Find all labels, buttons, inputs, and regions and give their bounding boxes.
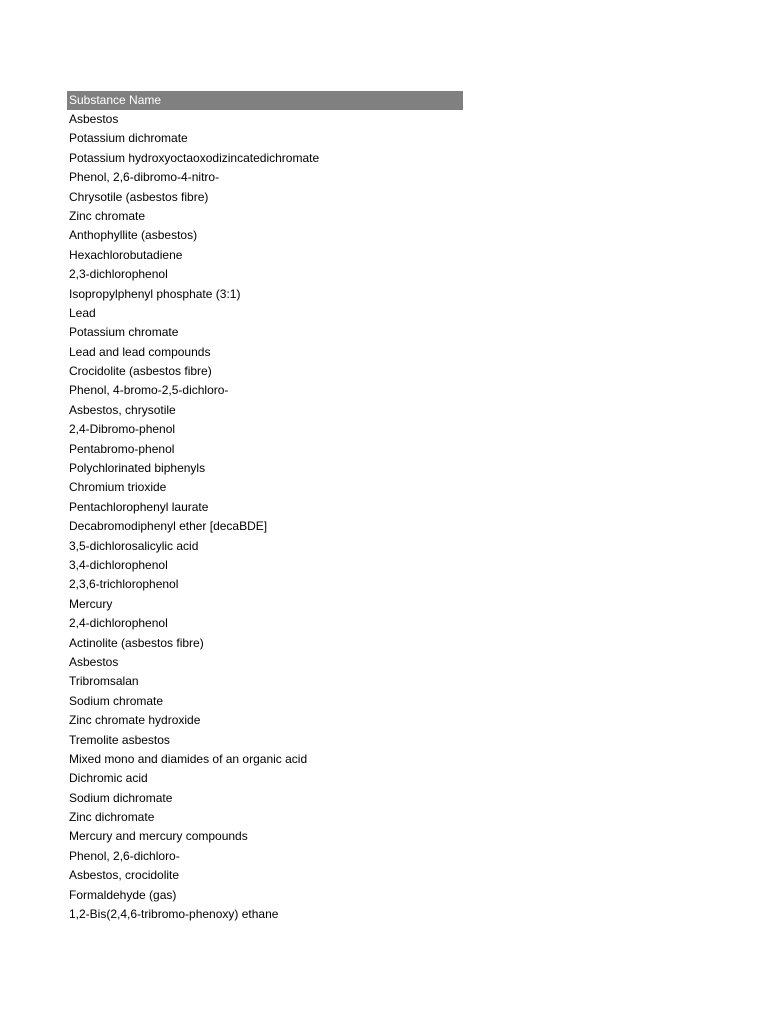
- table-row: Pentachlorophenyl laurate: [69, 499, 209, 514]
- table-row: 3,4-dichlorophenol: [69, 557, 168, 572]
- table-row: Isopropylphenyl phosphate (3:1): [69, 286, 241, 301]
- table-row: Chromium trioxide: [69, 480, 167, 495]
- table-row: Chrysotile (asbestos fibre): [69, 189, 209, 204]
- table-row: Crocidolite (asbestos fibre): [69, 364, 212, 379]
- table-row: Polychlorinated biphenyls: [69, 461, 206, 476]
- table-row: Lead: [69, 305, 96, 320]
- table-row: Tribromsalan: [69, 674, 139, 689]
- table-row: Zinc chromate: [69, 208, 146, 223]
- table-row: Zinc dichromate: [69, 810, 155, 825]
- table-row: Asbestos: [69, 654, 119, 669]
- table-row: 3,5-dichlorosalicylic acid: [69, 538, 199, 553]
- substance-list: [67, 110, 463, 924]
- table-row: Mixed mono and diamides of an organic acid: [69, 751, 308, 766]
- table-row: Mercury and mercury compounds: [69, 829, 248, 844]
- table-row: Potassium hydroxyoctaoxodizincatedichromate: [69, 150, 320, 165]
- table-row: Asbestos: [69, 112, 119, 126]
- table-row: Actinolite (asbestos fibre): [69, 635, 204, 650]
- table-row: Potassium chromate: [69, 325, 179, 340]
- table-row: Dichromic acid: [69, 771, 148, 786]
- table-row: Sodium chromate: [69, 693, 164, 708]
- table-row: Tremolite asbestos: [69, 732, 170, 747]
- table-row: Asbestos, crocidolite: [69, 868, 180, 883]
- table-row: Lead and lead compounds: [69, 344, 211, 359]
- table-row: 2,4-Dibromo-phenol: [69, 422, 176, 437]
- table-row: Zinc chromate hydroxide: [69, 713, 201, 728]
- table-row: Decabromodiphenyl ether [decaBDE]: [69, 519, 268, 534]
- table-row: Formaldehyde (gas): [69, 887, 177, 902]
- table-row: Pentabromo-phenol: [69, 441, 175, 456]
- table-row: Mercury: [69, 596, 113, 611]
- column-header-substance-name: Substance Name: [67, 91, 463, 110]
- table-row: 2,3-dichlorophenol: [69, 267, 168, 282]
- table-row: Phenol, 4-bromo-2,5-dichloro-: [69, 383, 229, 398]
- table-row: Hexachlorobutadiene: [69, 247, 183, 262]
- table-row: 1,2-Bis(2,4,6-tribromo-phenoxy) ethane: [69, 907, 279, 922]
- table-row: Asbestos, chrysotile: [69, 402, 176, 417]
- table-row: 2,4-dichlorophenol: [69, 616, 168, 631]
- table-row: Anthophyllite (asbestos): [69, 228, 198, 243]
- table-row: Sodium dichromate: [69, 790, 173, 805]
- substance-table: [67, 91, 463, 924]
- table-row: Phenol, 2,6-dibromo-4-nitro-: [69, 170, 220, 185]
- table-row: Phenol, 2,6-dichloro-: [69, 848, 180, 863]
- table-row: 2,3,6-trichlorophenol: [69, 577, 179, 592]
- table-row: Potassium dichromate: [69, 131, 188, 146]
